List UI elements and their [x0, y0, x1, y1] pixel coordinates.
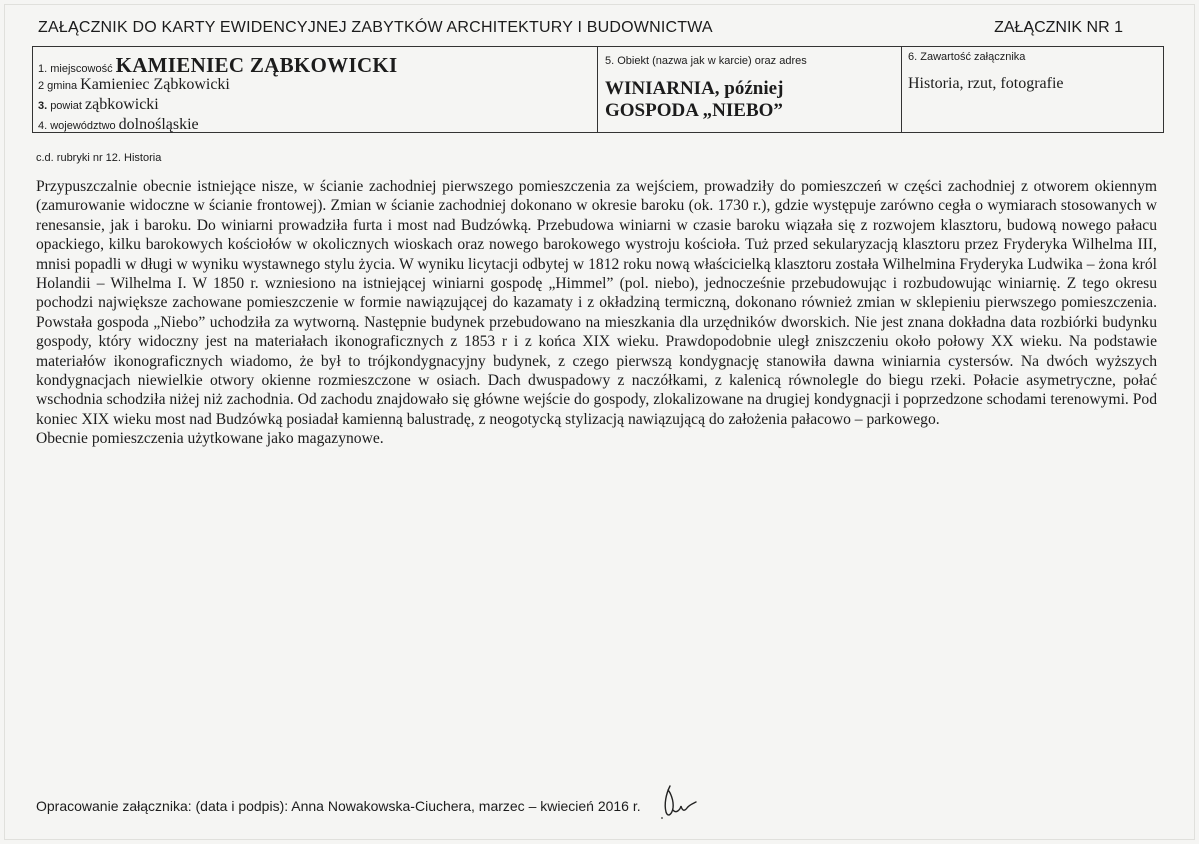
prepared-by-line: Opracowanie załącznika: (data i podpis): Anna Nowakowska-Ciuchera, marzec – kwiecień 2016 r. — [36, 798, 641, 814]
object-name-line2: GOSPODA „NIEBO” — [605, 100, 783, 121]
commune-label: 2 gmina — [38, 80, 78, 92]
object-name-line1: WINIARNIA, później — [605, 78, 784, 99]
object-cell — [598, 47, 902, 132]
annex-number: ZAŁĄCZNIK NR 1 — [994, 19, 1123, 36]
signature-mark — [656, 780, 706, 824]
record-card-table — [32, 46, 1164, 133]
contents-label: 6. Zawartość załącznika — [908, 51, 1026, 63]
location-label: 1. miejscowość — [38, 63, 113, 75]
object-name — [605, 78, 901, 122]
district-number: 3. — [38, 100, 48, 112]
voivodeship-value: dolnośląskie — [118, 116, 199, 133]
location-value: KAMIENIEC ZĄBKOWICKI — [115, 53, 398, 77]
voivodeship-row — [38, 116, 597, 136]
object-label: 5. Obiekt (nazwa jak w karcie) oraz adres — [605, 55, 807, 67]
district-label: powiat — [50, 100, 82, 112]
district-row — [38, 96, 597, 116]
district-value: ząbkowicki — [84, 96, 159, 113]
section-note: c.d. rubryki nr 12. Historia — [36, 152, 162, 164]
location-row — [38, 53, 597, 76]
commune-row — [38, 76, 597, 96]
history-paragraph-1: Przypuszczalnie obecnie istniejące nisze, w ścianie zachodniej pierwszego pomieszczenia za wejściem, prowadziły do pomieszczeń w części zachodniej z otworem okiennym (zamurowanie widoczne w ścianie frontowej). Zmian w ścianie zachodniej dokonano w okresie baroku (ok. 1730 r.), gdzie występuje zarówno cegła o wymiarach stosowanych w renesansie, jak i baroku. Do winiarni prowadziła furta i most nad Budzówką. Przebudowa winiarni w czasie baroku wiązała się z rozwojem klasztoru, budową nowego pałacu opackiego, kilku barokowych kościołów w okolicznych wioskach oraz nowego barokowego wystroju kościoła. Tuż przed sekularyzacją klasztoru przez Fryderyka Wilhelma III, mnisi popadli w długi w wyniku wystawnego stylu życia. W wyniku licytacji odbytej w 1812 roku nową właścicielką klasztoru została Wilhelmina Fryderyka Ludwika – żona król Holandii – Wilhelma I. W 1850 r. wzniesiono na istniejącej winiarni gospodę „Himmel” (pol. niebo), jednocześnie przebudowując i rozbudowując winiarnię. Z tego okresu pochodzi największe zachowane pomieszczenie w formie nawiązującej do kazamaty i z okładziną termiczną, dokonano również zmian w sklepieniu pierwszego pomieszczenia. Powstała gospoda „Niebo” uchodziła za wytworną. Następnie budynek przebudowano na mieszkania dla urzędników dworskich. Nie jest znana dokładna data rozbiórki budynku gospody, który widoczny jest na materiałach ikonograficznych z 1853 r i z końca XIX wieku. Prawdopodobnie uległ zniszczeniu około połowy XX wieku. Na podstawie materiałów ikonograficznych wiadomo, że był to trójkondygnacyjny budynek, z czego pierwszą kondygnację stanowiła dawna winiarnia cystersów. Na dwóch wyższych kondygnacjach niewielkie otwory okienne rozmieszczone w osiach. Dach dwuspadowy z naczółkami, z kalenicą równolegle do biegu rzeki. Połacie asymetryczne, połać wschodnia schodziła niżej niż zachodnia. Od zachodu znajdowało się główne wejście do gospody, zlokalizowane na drugiej kondygnacji i poprzedzone schodami terenowymi. Pod koniec XIX wieku most nad Budzówką posiadał kamienną balustradę, z neogotycką stylizacją nawiązującą do założenia pałacowo – parkowego. — [36, 178, 1157, 428]
history-paragraph-2: Obecnie pomieszczenia użytkowane jako magazynowe. — [36, 430, 384, 448]
history-text — [36, 177, 1157, 449]
contents-cell — [902, 47, 1163, 132]
document-title: ZAŁĄCZNIK DO KARTY EWIDENCYJNEJ ZABYTKÓW ARCHITEKTURY I BUDOWNICTWA — [38, 19, 713, 36]
commune-value: Kamieniec Ząbkowicki — [80, 76, 230, 93]
voivodeship-label: 4. województwo — [38, 120, 116, 132]
contents-value: Historia, rzut, fotografie — [908, 75, 1064, 92]
location-cell — [33, 47, 598, 132]
